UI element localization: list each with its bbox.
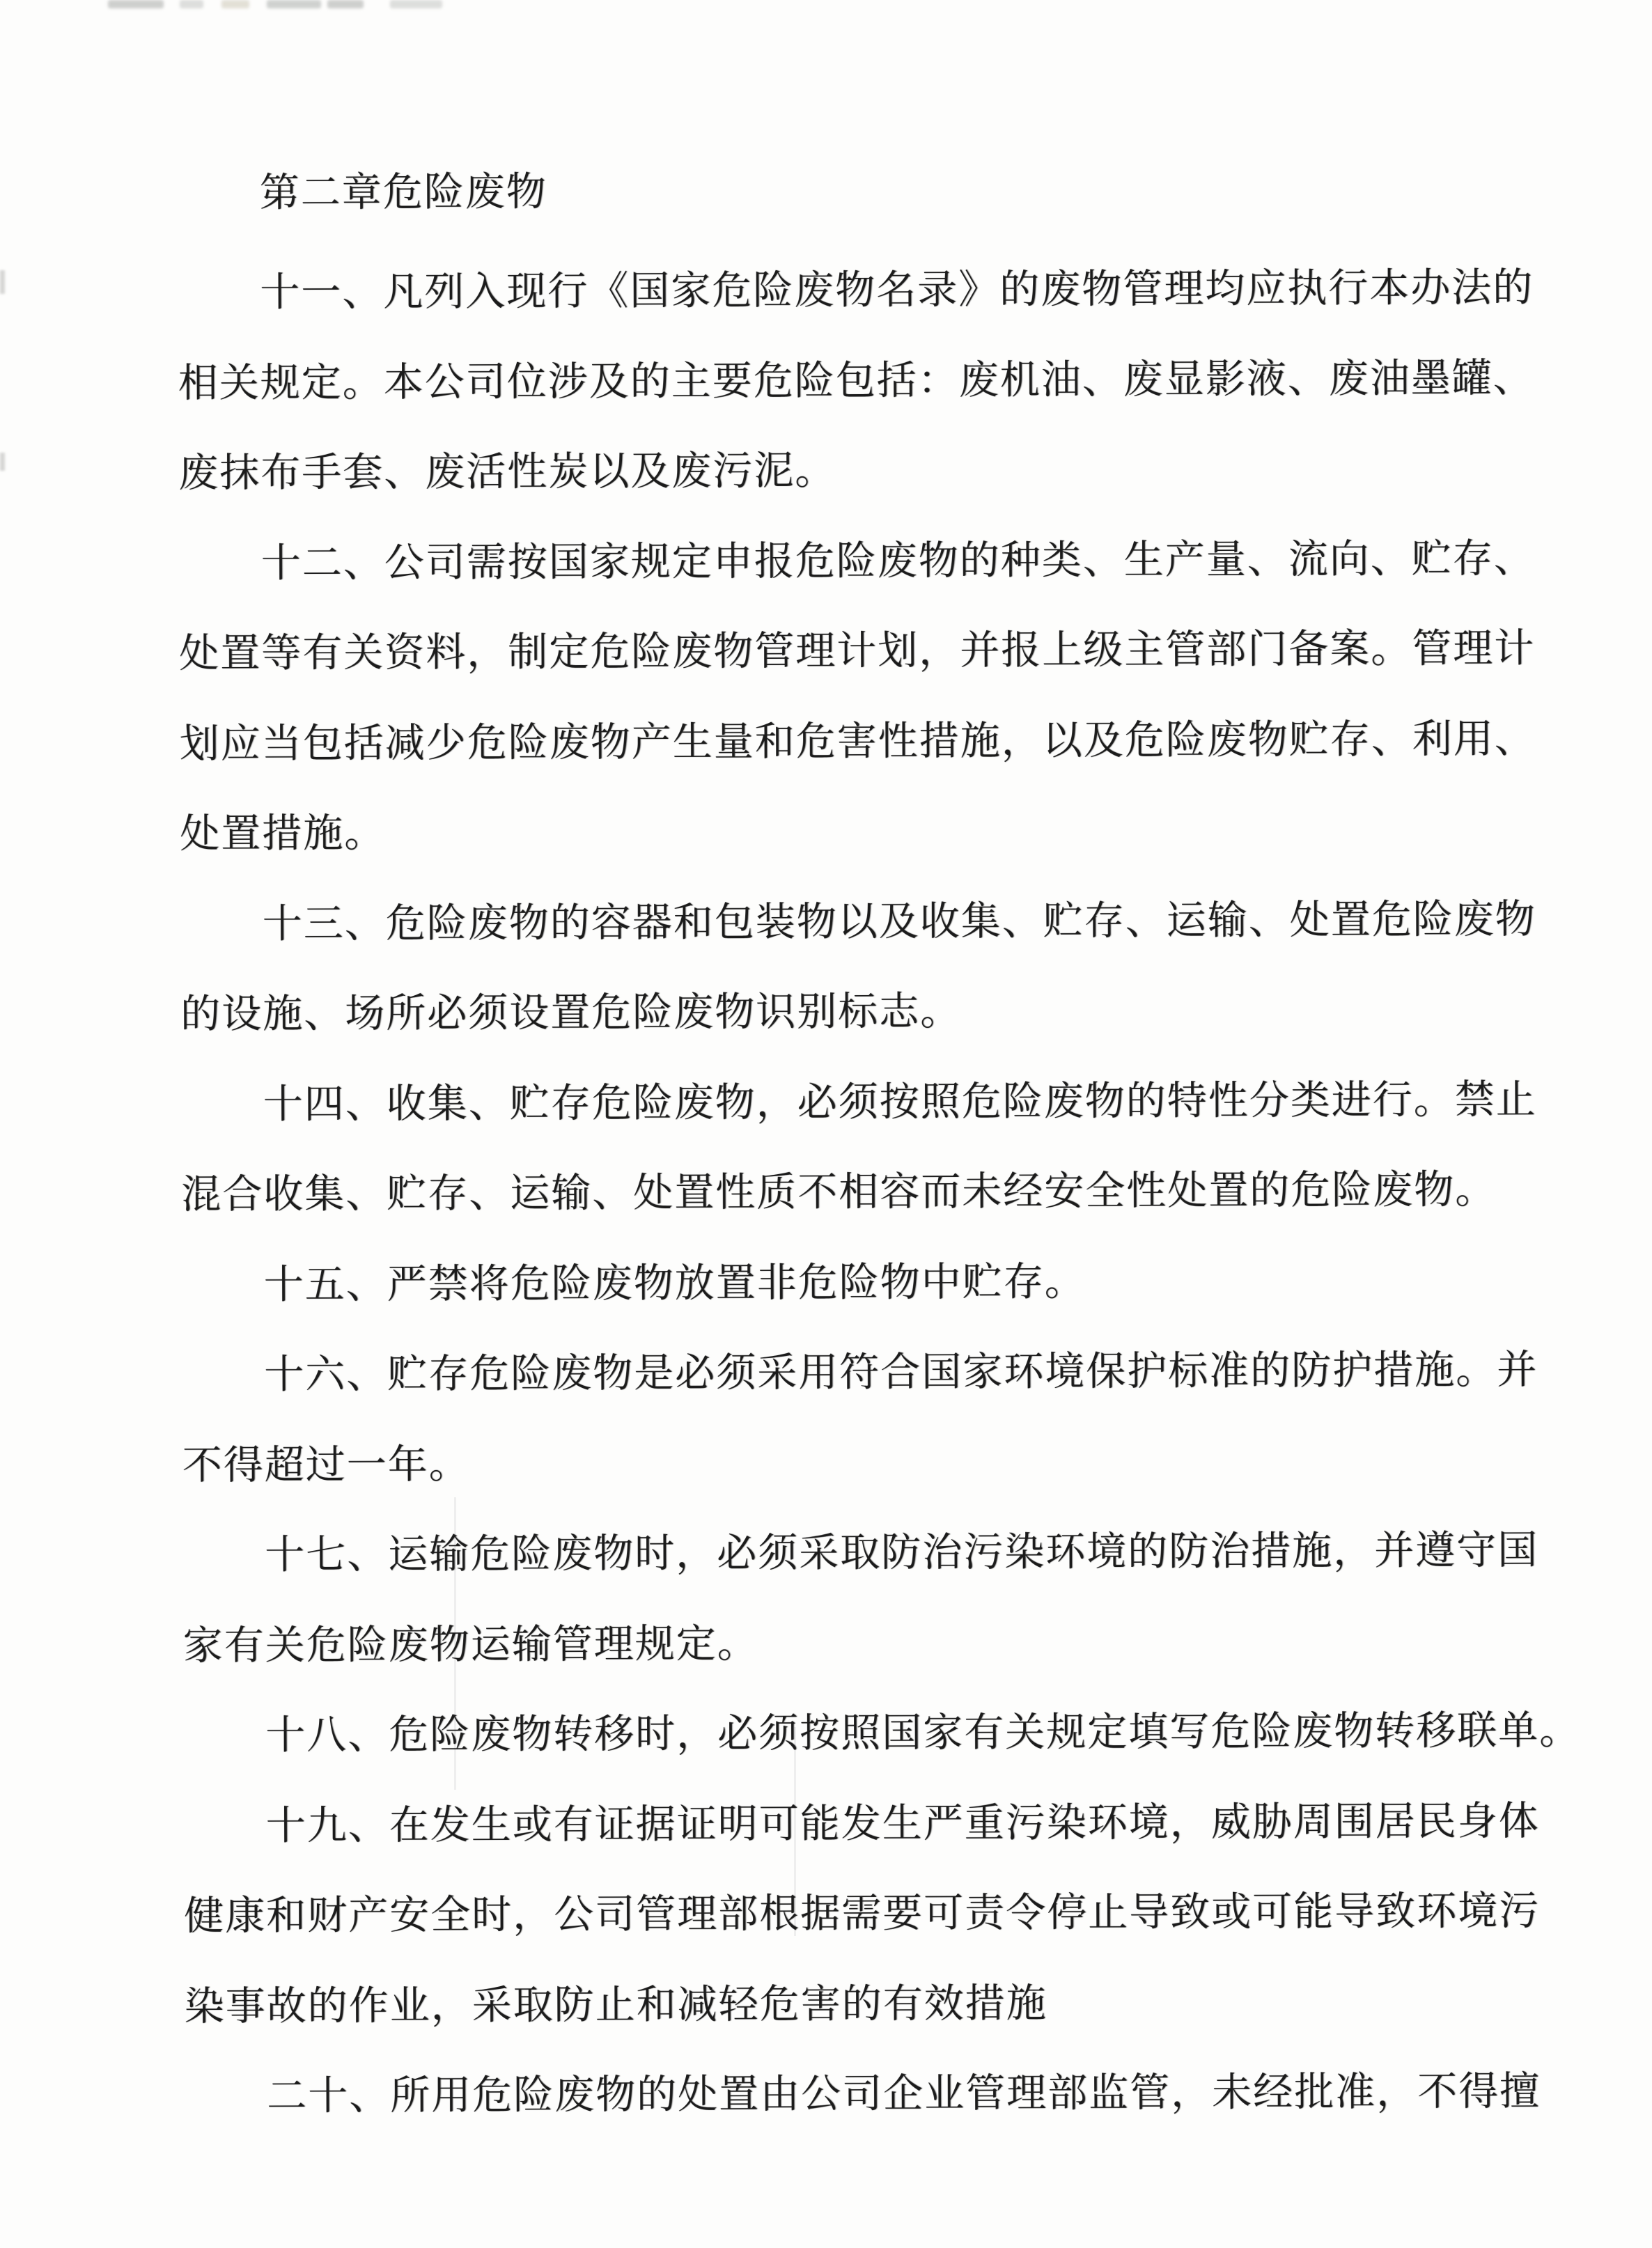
text-line: 废抹布手套、废活性炭以及废污泥。 <box>178 448 836 496</box>
text-line: 的设施、场所必须设置危险废物识别标志。 <box>180 989 962 1037</box>
text-line: 十六、贮存危险废物是必须采用符合国家环境保护标准的防护措施。并 <box>264 1348 1538 1397</box>
text-line: 染事故的作业，采取防止和减轻危害的有效措施 <box>184 1981 1047 2029</box>
text-line: 划应当包括减少危险废物产生量和危害性措施，以及危险废物贮存、利用、 <box>179 717 1536 766</box>
text-line: 十七、运输危险废物时，必须采取防治污染环境的防治措施，并遵守国 <box>265 1528 1539 1577</box>
scan-edge-mark <box>0 453 5 471</box>
chapter-heading: 第二章危险废物 <box>259 170 547 215</box>
text-line: 十四、收集、贮存危险废物，必须按照危险废物的特性分类进行。禁止 <box>263 1077 1537 1127</box>
paragraph-lines <box>178 243 1581 2142</box>
text-line: 十八、危险废物转移时，必须按照国家有关规定填写危险废物转移联单。 <box>265 1708 1581 1758</box>
text-line: 十五、严禁将危险废物放置非危险物中贮存。 <box>263 1259 1086 1307</box>
text-line: 十九、在发生或有证据证明可能发生严重污染环境，威胁周围居民身体 <box>265 1799 1540 1848</box>
text-line: 十一、凡列入现行《国家危险废物名录》的废物管理均应执行本办法的 <box>260 265 1534 315</box>
text-line: 十三、危险废物的容器和包装物以及收集、贮存、运输、处置危险废物 <box>262 897 1536 946</box>
text-line: 家有关危险废物运输管理规定。 <box>182 1621 758 1668</box>
text-line: 处置措施。 <box>180 811 386 857</box>
text-line: 处置等有关资料，制定危险废物管理计划，并报上级主管部门备案。管理计 <box>179 626 1536 676</box>
document-content <box>177 0 1581 2248</box>
text-line: 十二、公司需按国家规定申报危险废物的种类、生产量、流向、贮存、 <box>260 536 1535 586</box>
scan-smudge <box>108 0 164 8</box>
scan-edge-mark <box>0 270 5 294</box>
text-line: 不得超过一年。 <box>182 1442 470 1488</box>
text-line: 混合收集、贮存、运输、处置性质不相容而未经安全性处置的危险废物。 <box>181 1168 1497 1217</box>
text-line: 相关规定。本公司位涉及的主要危险包括：废机油、废显影液、废油墨罐、 <box>178 356 1534 405</box>
text-line: 健康和财产安全时，公司管理部根据需要可责令停止导致或可能导致环境污 <box>184 1889 1541 1939</box>
text-line: 二十、所用危险废物的处置由公司企业管理部监管，未经批准，不得擅 <box>266 2069 1541 2118</box>
